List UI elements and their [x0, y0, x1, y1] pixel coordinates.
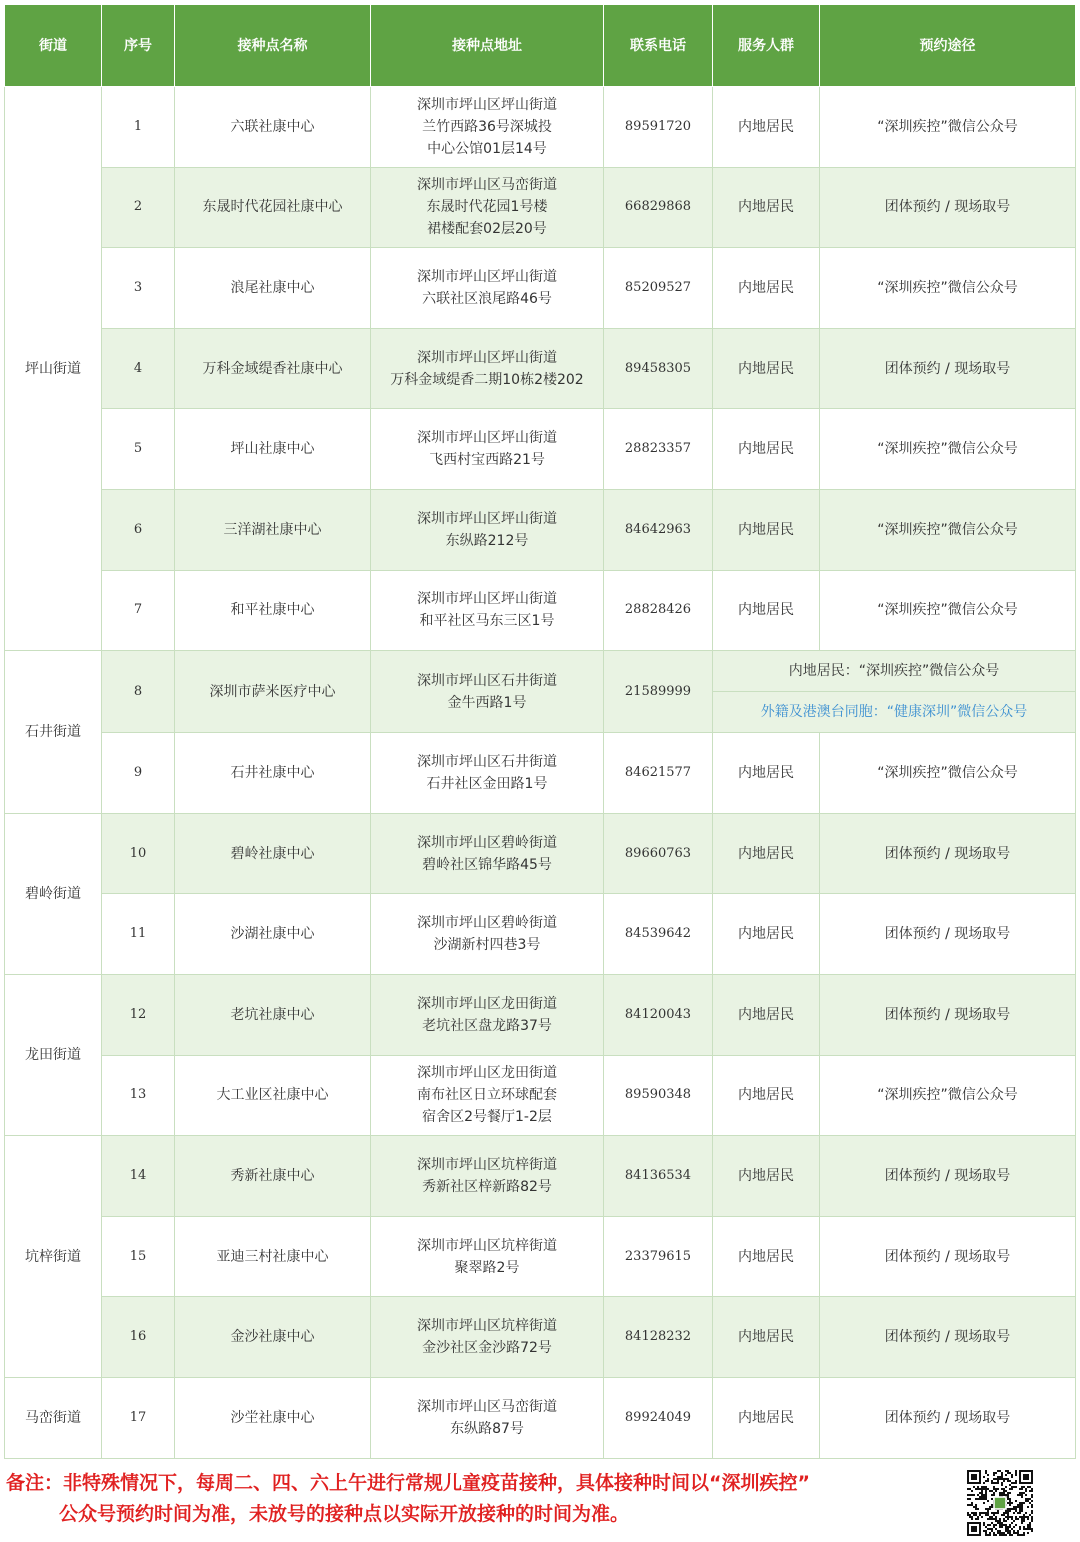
site-name-cell: 老坑社康中心	[175, 974, 371, 1055]
phone-cell: 85209527	[604, 248, 713, 329]
site-name-cell: 石井社康中心	[175, 733, 371, 814]
booking-cell: 团体预约 / 现场取号	[820, 1136, 1076, 1217]
seq-cell: 4	[102, 328, 175, 409]
address-cell	[371, 328, 604, 409]
table-header-row	[5, 5, 1076, 87]
booking-cell: “深圳疾控”微信公众号	[820, 570, 1076, 651]
booking-cell: 团体预约 / 现场取号	[820, 1377, 1076, 1458]
table-row	[5, 894, 1076, 975]
address-line: 深圳市坪山区坪山街道	[417, 430, 557, 447]
site-name-cell: 碧岭社康中心	[175, 813, 371, 894]
table-row	[5, 1377, 1076, 1458]
address-line: 和平社区马东三区1号	[419, 613, 555, 630]
address-line: 沙湖新村四巷3号	[433, 937, 541, 954]
phone-cell: 23379615	[604, 1216, 713, 1297]
population-cell: 内地居民	[713, 1377, 820, 1458]
population-cell: 内地居民	[713, 167, 820, 248]
table-row	[5, 1136, 1076, 1217]
table-row	[5, 1297, 1076, 1378]
seq-cell: 5	[102, 409, 175, 490]
site-name-cell: 万科金域缇香社康中心	[175, 328, 371, 409]
booking-cell: “深圳疾控”微信公众号	[820, 1055, 1076, 1136]
seq-cell: 8	[102, 651, 175, 733]
site-name-cell: 三洋湖社康中心	[175, 489, 371, 570]
seq-cell: 16	[102, 1297, 175, 1378]
site-name-cell: 沙坣社康中心	[175, 1377, 371, 1458]
address-line: 深圳市坪山区坑梓街道	[417, 1237, 557, 1254]
population-cell: 内地居民	[713, 248, 820, 329]
district-cell: 碧岭街道	[5, 813, 102, 974]
booking-cell: “深圳疾控”微信公众号	[820, 409, 1076, 490]
address-line: 裙楼配套02层20号	[427, 221, 547, 238]
table-row	[5, 328, 1076, 409]
phone-cell: 89924049	[604, 1377, 713, 1458]
address-line: 深圳市坪山区坑梓街道	[417, 1318, 557, 1335]
address-cell	[371, 1297, 604, 1378]
address-line: 深圳市坪山区马峦街道	[417, 177, 557, 194]
booking-cell: 团体预约 / 现场取号	[820, 328, 1076, 409]
address-line: 东晟时代花园1号楼	[426, 199, 548, 216]
seq-cell: 9	[102, 733, 175, 814]
address-line: 东纵路212号	[445, 532, 529, 549]
vaccination-sites-table	[4, 4, 1076, 1459]
population-cell: 内地居民	[713, 570, 820, 651]
seq-cell: 13	[102, 1055, 175, 1136]
vaccination-sites-sheet	[4, 4, 1075, 1459]
address-cell	[371, 1216, 604, 1297]
address-line: 石井社区金田路1号	[426, 775, 548, 792]
population-cell: 内地居民	[713, 813, 820, 894]
address-line: 深圳市坪山区石井街道	[417, 672, 557, 689]
site-name-cell: 秀新社康中心	[175, 1136, 371, 1217]
population-cell: 内地居民	[713, 87, 820, 168]
booking-foreign: 外籍及港澳台同胞：“健康深圳”微信公众号	[713, 692, 1075, 732]
site-name-cell: 深圳市萨米医疗中心	[175, 651, 371, 733]
header-seq: 序号	[102, 5, 175, 87]
address-line: 金沙社区金沙路72号	[422, 1340, 552, 1357]
population-cell: 内地居民	[713, 1055, 820, 1136]
district-cell: 坪山街道	[5, 87, 102, 651]
header-site-name: 接种点名称	[175, 5, 371, 87]
address-cell	[371, 1136, 604, 1217]
address-line: 兰竹西路36号深城投	[422, 118, 552, 135]
address-cell	[371, 813, 604, 894]
remark-line-1: 备注：非特殊情况下，每周二、四、六上午进行常规儿童疫苗接种，具体接种时间以“深圳疾控”	[6, 1472, 810, 1494]
address-cell	[371, 974, 604, 1055]
address-cell	[371, 167, 604, 248]
header-population: 服务人群	[713, 5, 820, 87]
address-cell	[371, 1377, 604, 1458]
population-cell: 内地居民	[713, 1297, 820, 1378]
address-line: 老坑社区盘龙路37号	[422, 1017, 552, 1034]
population-cell: 内地居民	[713, 894, 820, 975]
phone-cell: 84621577	[604, 733, 713, 814]
booking-cell: “深圳疾控”微信公众号	[820, 733, 1076, 814]
header-address: 接种点地址	[371, 5, 604, 87]
table-row	[5, 1216, 1076, 1297]
address-line: 六联社区浪尾路46号	[422, 290, 552, 307]
address-line: 南布社区日立环球配套	[417, 1087, 557, 1104]
site-name-cell: 坪山社康中心	[175, 409, 371, 490]
population-cell: 内地居民	[713, 974, 820, 1055]
table-row	[5, 87, 1076, 168]
address-cell	[371, 409, 604, 490]
booking-cell: 团体预约 / 现场取号	[820, 894, 1076, 975]
address-line: 深圳市坪山区坑梓街道	[417, 1156, 557, 1173]
population-cell: 内地居民	[713, 1136, 820, 1217]
seq-cell: 15	[102, 1216, 175, 1297]
address-cell	[371, 733, 604, 814]
table-row	[5, 1055, 1076, 1136]
site-name-cell: 浪尾社康中心	[175, 248, 371, 329]
population-cell: 内地居民	[713, 409, 820, 490]
district-cell: 坑梓街道	[5, 1136, 102, 1378]
address-line: 秀新社区梓新路82号	[422, 1178, 552, 1195]
address-line: 深圳市坪山区坪山街道	[417, 96, 557, 113]
phone-cell: 84120043	[604, 974, 713, 1055]
address-cell	[371, 489, 604, 570]
address-cell	[371, 87, 604, 168]
booking-cell: 团体预约 / 现场取号	[820, 1297, 1076, 1378]
site-name-cell: 沙湖社康中心	[175, 894, 371, 975]
seq-cell: 12	[102, 974, 175, 1055]
seq-cell: 7	[102, 570, 175, 651]
table-row	[5, 409, 1076, 490]
address-line: 深圳市坪山区龙田街道	[417, 1065, 557, 1082]
address-line: 聚翠路2号	[454, 1259, 520, 1276]
phone-cell: 89591720	[604, 87, 713, 168]
address-line: 宿舍区2号餐厅1-2层	[422, 1109, 552, 1126]
seq-cell: 6	[102, 489, 175, 570]
site-name-cell: 六联社康中心	[175, 87, 371, 168]
site-name-cell: 和平社康中心	[175, 570, 371, 651]
address-cell	[371, 651, 604, 733]
seq-cell: 2	[102, 167, 175, 248]
booking-split-cell	[713, 651, 1076, 733]
table-row	[5, 167, 1076, 248]
address-line: 碧岭社区锦华路45号	[422, 856, 552, 873]
site-name-cell: 金沙社康中心	[175, 1297, 371, 1378]
address-cell	[371, 248, 604, 329]
table-row	[5, 974, 1076, 1055]
seq-cell: 10	[102, 813, 175, 894]
remark-line-2: 公众号预约时间为准，未放号的接种点以实际开放接种的时间为准。	[59, 1503, 630, 1525]
address-line: 深圳市坪山区马峦街道	[417, 1398, 557, 1415]
header-district: 街道	[5, 5, 102, 87]
header-phone: 联系电话	[604, 5, 713, 87]
address-line: 深圳市坪山区碧岭街道	[417, 834, 557, 851]
address-line: 东纵路87号	[450, 1420, 524, 1437]
site-name-cell: 东晟时代花园社康中心	[175, 167, 371, 248]
phone-cell: 84128232	[604, 1297, 713, 1378]
seq-cell: 17	[102, 1377, 175, 1458]
address-line: 万科金域缇香二期10栋2楼202	[390, 371, 584, 388]
booking-mainland: 内地居民：“深圳疾控”微信公众号	[713, 651, 1075, 692]
phone-cell: 89660763	[604, 813, 713, 894]
address-cell	[371, 894, 604, 975]
seq-cell: 11	[102, 894, 175, 975]
booking-cell: 团体预约 / 现场取号	[820, 813, 1076, 894]
address-line: 深圳市坪山区石井街道	[417, 753, 557, 770]
address-line: 深圳市坪山区坪山街道	[417, 349, 557, 366]
address-line: 深圳市坪山区坪山街道	[417, 268, 557, 285]
table-row	[5, 813, 1076, 894]
booking-cell: 团体预约 / 现场取号	[820, 167, 1076, 248]
phone-cell: 84136534	[604, 1136, 713, 1217]
phone-cell: 89590348	[604, 1055, 713, 1136]
table-row	[5, 651, 1076, 733]
table-row	[5, 248, 1076, 329]
seq-cell: 3	[102, 248, 175, 329]
district-cell: 石井街道	[5, 651, 102, 814]
address-cell	[371, 1055, 604, 1136]
phone-cell: 66829868	[604, 167, 713, 248]
table-body	[5, 87, 1076, 1459]
site-name-cell: 大工业区社康中心	[175, 1055, 371, 1136]
address-line: 中心公馆01层14号	[427, 140, 547, 157]
population-cell: 内地居民	[713, 733, 820, 814]
phone-cell: 84642963	[604, 489, 713, 570]
table-row	[5, 489, 1076, 570]
address-line: 金牛西路1号	[447, 694, 527, 711]
population-cell: 内地居民	[713, 489, 820, 570]
seq-cell: 14	[102, 1136, 175, 1217]
phone-cell: 21589999	[604, 651, 713, 733]
header-booking: 预约途径	[820, 5, 1076, 87]
population-cell: 内地居民	[713, 1216, 820, 1297]
booking-cell: 团体预约 / 现场取号	[820, 974, 1076, 1055]
address-line: 飞西村宝西路21号	[429, 452, 545, 469]
qr-code-icon	[967, 1470, 1033, 1536]
phone-cell: 28823357	[604, 409, 713, 490]
phone-cell: 28828426	[604, 570, 713, 651]
booking-cell: 团体预约 / 现场取号	[820, 1216, 1076, 1297]
population-cell: 内地居民	[713, 328, 820, 409]
address-line: 深圳市坪山区龙田街道	[417, 995, 557, 1012]
district-cell: 龙田街道	[5, 974, 102, 1135]
table-row	[5, 733, 1076, 814]
booking-cell: “深圳疾控”微信公众号	[820, 87, 1076, 168]
booking-cell: “深圳疾控”微信公众号	[820, 489, 1076, 570]
remark-note	[6, 1468, 946, 1530]
phone-cell: 84539642	[604, 894, 713, 975]
address-line: 深圳市坪山区坪山街道	[417, 591, 557, 608]
district-cell: 马峦街道	[5, 1377, 102, 1458]
address-cell	[371, 570, 604, 651]
booking-cell: “深圳疾控”微信公众号	[820, 248, 1076, 329]
seq-cell: 1	[102, 87, 175, 168]
table-row	[5, 570, 1076, 651]
site-name-cell: 亚迪三村社康中心	[175, 1216, 371, 1297]
address-line: 深圳市坪山区坪山街道	[417, 510, 557, 527]
phone-cell: 89458305	[604, 328, 713, 409]
address-line: 深圳市坪山区碧岭街道	[417, 915, 557, 932]
